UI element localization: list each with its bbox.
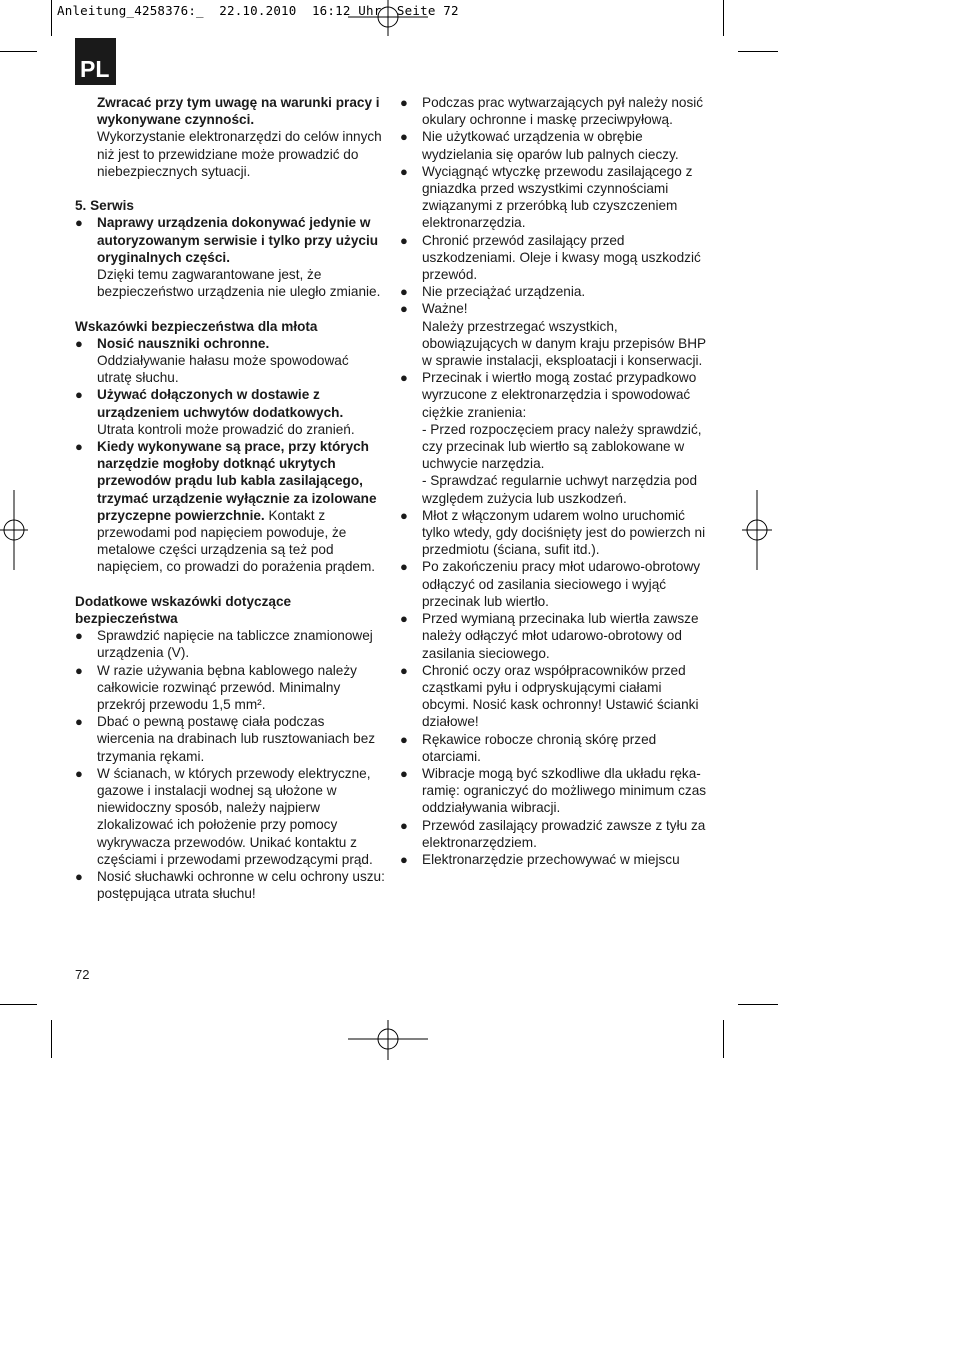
- item-text: Przed wymianą przecinaka lub wiertła zawsze należy odłączyć młot udarowo-obrotowy od zasilania sieciowego.: [422, 611, 699, 661]
- bullet-icon: ●: [400, 662, 408, 678]
- intro-bold-text: Zwracać przy tym uwagę na warunki pracy i wykonywane czynności.: [97, 95, 380, 128]
- item-text: Młot z włączonym udarem wolno uruchomić tylko wtedy, gdy dociśnięty jest do powierzch ni przedmiotu (ściana, sufit itd.).: [422, 507, 706, 558]
- list-item: [400, 369, 710, 507]
- item-text: Kontakt z przewodami pod napięciem powoduje, że metalowe części urządzenia są też pod napięciem, co prowadzi do porażenia prądem.: [97, 507, 376, 575]
- left-column: [75, 94, 385, 903]
- item-text: Chronić oczy oraz współpracowników przed cząstkami pyłu i odpryskującymi ciałami obcymi. Nosić kask ochronny! Ustawić ścianki działowe!: [422, 662, 699, 730]
- item-text: Nie przeciążać urządzenia.: [422, 284, 586, 300]
- list-item: [75, 335, 385, 387]
- bullet-icon: ●: [75, 662, 83, 678]
- additional-safety-heading: Dodatkowe wskazówki dotyczące bezpieczeństwa: [75, 593, 292, 627]
- item-bold-text: Nosić nauszniki ochronne.: [97, 335, 270, 351]
- list-item: [400, 731, 710, 765]
- list-item: [400, 94, 710, 128]
- bullet-icon: ●: [75, 215, 83, 231]
- registration-mark-icon: [0, 490, 28, 570]
- hammer-safety-heading: Wskazówki bezpieczeństwa dla młota: [75, 318, 318, 334]
- right-column: [400, 94, 710, 868]
- language-code: PL: [80, 56, 110, 82]
- registration-mark-icon: [742, 490, 772, 570]
- bullet-icon: ●: [400, 611, 408, 627]
- intro-paragraph: [75, 94, 385, 180]
- item-text: Oddziaływanie hałasu może spowodować utratę słuchu.: [97, 353, 349, 386]
- crop-mark: [738, 51, 778, 52]
- bullet-icon: ●: [75, 714, 83, 730]
- page-number: 72: [75, 967, 90, 982]
- bullet-icon: ●: [75, 628, 83, 644]
- item-text: Wyciągnąć wtyczkę przewodu zasilającego z gniazdka przed wszystkimi czynnościami związanymi z przeróbką lub czyszczeniem elektronarzędzia.: [422, 163, 693, 231]
- bullet-icon: ●: [75, 869, 83, 885]
- list-item: [400, 558, 710, 610]
- bullet-icon: ●: [400, 731, 408, 747]
- bullet-icon: ●: [75, 387, 83, 403]
- list-item: [75, 627, 385, 661]
- bullet-icon: ●: [400, 817, 408, 833]
- crop-mark: [723, 0, 724, 36]
- list-item: [400, 283, 710, 300]
- list-item: [400, 662, 710, 731]
- list-item: [400, 507, 710, 559]
- list-item: [400, 817, 710, 851]
- bullet-icon: ●: [400, 559, 408, 575]
- registration-mark-icon: [348, 0, 428, 36]
- item-text: Podczas prac wytwarzających pył należy nosić okulary ochronne i maskę przeciwpyłową.: [422, 95, 704, 128]
- item-text: Po zakończeniu pracy młot udarowo-obrotowy odłączyć od zasilania sieciowego i wyjąć przecinak lub wiertło.: [422, 559, 701, 609]
- crop-mark: [0, 51, 37, 52]
- item-text: Przecinak i wiertło mogą zostać przypadkowo wyrzucone z elektronarzędzia i spowodować ciężkie zranienia: - Przed rozpoczęciem pracy należy sprawdzić, czy przecinak lub wiertło są zablokowane w uchwycie narzędzia. - Sprawdzać regularnie uchwyt narzędzia pod względem zużycia lub uszkodzeń.: [422, 370, 702, 506]
- bullet-icon: ●: [400, 507, 408, 523]
- list-item: [75, 386, 385, 438]
- list-item: [75, 438, 385, 576]
- bullet-icon: ●: [400, 765, 408, 781]
- item-bold-text: Kiedy wykonywane są prace, przy których narzędzie mogłoby dotknąć ukrytych przewodów prądu lub kabla zasilającego, trzymać urządzenie wyłącznie za izolowane przyczepne powierzchnie.: [97, 439, 377, 523]
- bullet-icon: ●: [400, 129, 408, 145]
- crop-mark: [738, 1004, 778, 1005]
- list-item: [400, 765, 710, 817]
- item-text: Chronić przewód zasilający przed uszkodzeniami. Oleje i kwasy mogą uszkodzić przewód.: [422, 232, 701, 283]
- bullet-icon: ●: [75, 335, 83, 351]
- list-item: [400, 128, 710, 162]
- list-item: [75, 662, 385, 714]
- list-item: [400, 232, 710, 284]
- item-text: Elektronarzędzie przechowywać w miejscu: [422, 851, 680, 867]
- bullet-icon: ●: [400, 851, 408, 867]
- item-text: Nie użytkować urządzenia w obrębie wydzielania się oparów lub palnych cieczy.: [422, 129, 679, 162]
- list-item: [75, 868, 385, 902]
- item-text: Dzięki temu zagwarantowane jest, że bezpieczeństwo urządzenia nie uległo zmianie.: [97, 267, 381, 300]
- intro-text: Wykorzystanie elektronarzędzi do celów innych niż jest to przewidziane może prowadzić do niebezpiecznych sytuacji.: [97, 129, 382, 179]
- list-item: [75, 765, 385, 868]
- bullet-icon: ●: [400, 163, 408, 179]
- registration-mark-icon: [348, 1020, 428, 1060]
- item-text: Sprawdzić napięcie na tabliczce znamionowej urządzenia (V).: [97, 628, 373, 661]
- bullet-icon: ●: [400, 232, 408, 248]
- item-text: Nosić słuchawki ochronne w celu ochrony uszu: postępująca utrata słuchu!: [97, 869, 385, 902]
- item-text: Dbać o pewną postawę ciała podczas wiercenia na drabinach lub rusztowaniach bez trzymania rękami.: [97, 714, 376, 764]
- list-item: [75, 713, 385, 765]
- bullet-icon: ●: [400, 301, 408, 317]
- bullet-icon: ●: [75, 439, 83, 455]
- crop-mark: [723, 1020, 724, 1058]
- list-item: [400, 851, 710, 868]
- item-text: W razie używania bębna kablowego należy całkowicie rozwinąć przewód. Minimalny przekrój przewodu 1,5 mm².: [97, 662, 357, 713]
- item-text: Utrata kontroli może prowadzić do zranień.: [97, 421, 355, 437]
- language-badge: [75, 38, 116, 85]
- service-heading: 5. Serwis: [75, 198, 134, 214]
- bullet-icon: ●: [400, 370, 408, 386]
- print-slug-line: Anleitung_4258376:_ 22.10.2010 16:12 Uhr Seite 72: [57, 3, 459, 18]
- list-item: [75, 214, 385, 300]
- list-item: [400, 163, 710, 232]
- item-bold-text: Używać dołączonych w dostawie z urządzeniem uchwytów dodatkowych.: [97, 387, 344, 420]
- crop-mark: [0, 1004, 37, 1005]
- item-text: Ważne! Należy przestrzegać wszystkich, obowiązujących w danym kraju przepisów BHP w sprawie instalacji, eksploatacji i konserwacji.: [422, 301, 706, 369]
- item-text: Przewód zasilający prowadzić zawsze z tyłu za elektronarzędziem.: [422, 817, 706, 850]
- item-text: Wibracje mogą być szkodliwe dla układu ręka-ramię: ograniczyć do możliwego minimum czas oddziaływania wibracji.: [422, 765, 707, 816]
- bullet-icon: ●: [400, 95, 408, 110]
- item-text: W ścianach, w których przewody elektryczne, gazowe i instalacji wodnej są ułożone w niewidoczny sposób, należy najpierw zlokalizować ich położenie przy pomocy wykrywacza przewodów. Unikać kontaktu z częściami i przewodami przewodzącymi prąd.: [97, 765, 373, 867]
- bullet-icon: ●: [75, 765, 83, 781]
- item-text: Rękawice robocze chronią skórę przed otarciami.: [422, 731, 657, 764]
- crop-mark: [51, 1020, 52, 1058]
- bullet-icon: ●: [400, 284, 408, 300]
- item-bold-text: Naprawy urządzenia dokonywać jedynie w autoryzowanym serwisie i tylko przy użyciu oryginalnych części.: [97, 215, 379, 265]
- list-item: [400, 610, 710, 662]
- list-item: [400, 300, 710, 369]
- crop-mark: [51, 0, 52, 36]
